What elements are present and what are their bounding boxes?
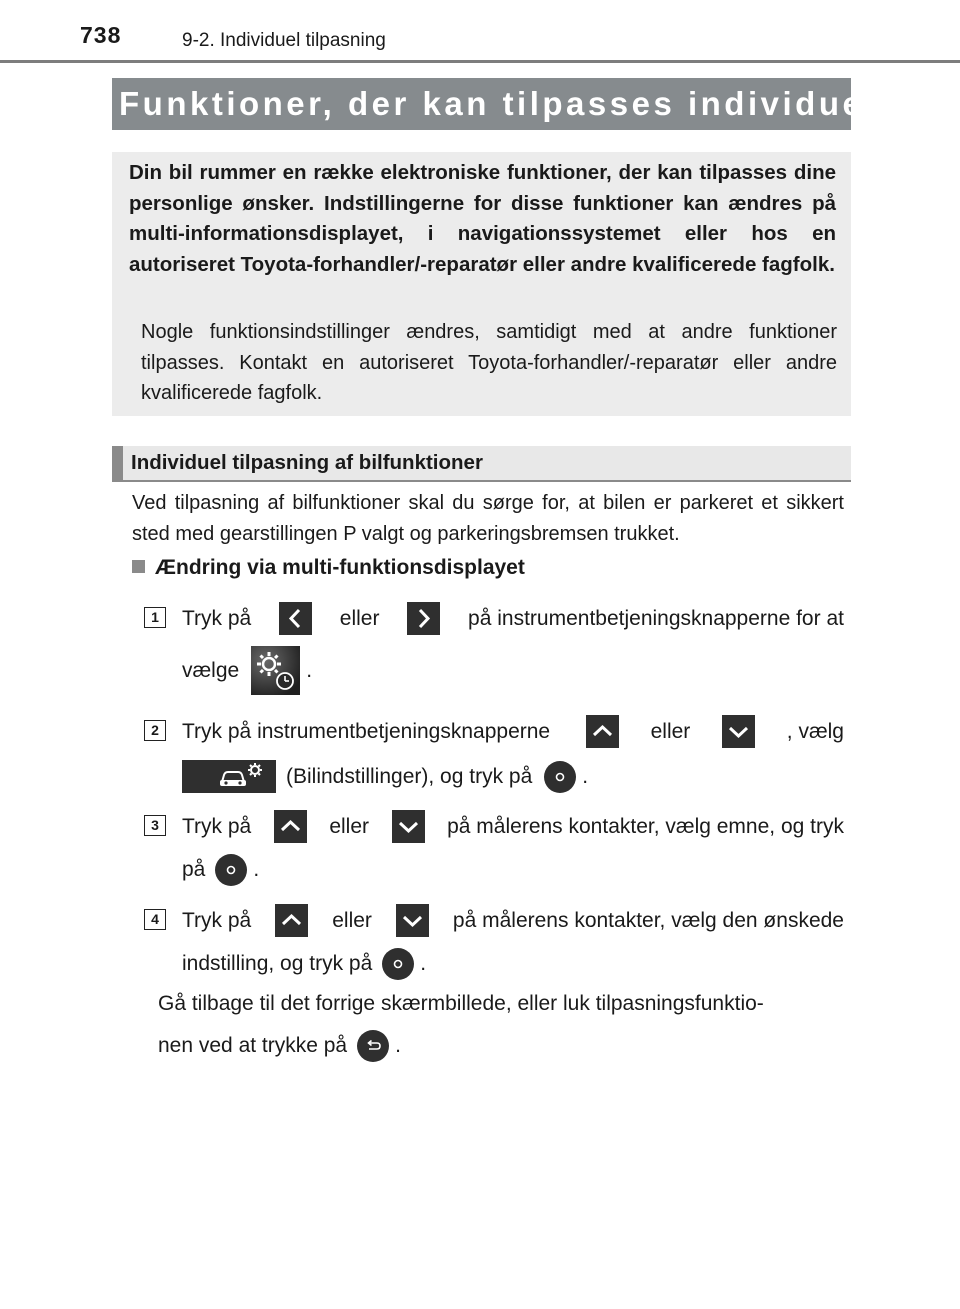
closing-line-1 <box>158 990 844 1018</box>
step-text: eller <box>650 719 691 743</box>
step-text: (Bilindstillinger), og tryk på <box>286 764 533 788</box>
step-text: . <box>582 764 589 788</box>
ok-button-icon <box>215 854 247 886</box>
step-text: . <box>306 658 313 682</box>
step-4-line-1 <box>182 904 844 937</box>
page-number: 738 <box>80 22 122 48</box>
intro-note: Nogle funktionsindstillinger ændres, samtidigt med at andre funktioner tilpasses. Kontakt en autoriseret Toyota-forhandler/-reparatør eller andre kvalificerede fagfolk. <box>141 321 837 404</box>
step-text: vælge <box>182 658 240 682</box>
step-2-line-2 <box>176 760 588 793</box>
page-title: Funktioner, der kan tilpasses individuelt <box>119 85 892 122</box>
step-text: . <box>253 858 260 881</box>
step-text: Tryk på <box>182 814 252 838</box>
down-arrow-icon <box>392 810 425 843</box>
right-arrow-icon <box>407 602 440 635</box>
step-2-line-1 <box>182 715 844 748</box>
header-rule <box>0 60 960 63</box>
title-bar <box>112 78 892 130</box>
back-button-icon <box>357 1030 389 1062</box>
down-arrow-icon <box>396 904 429 937</box>
subheading-bar <box>112 446 851 482</box>
step-text: . <box>420 952 427 975</box>
step-number-3: 3 <box>144 815 166 836</box>
intro-box <box>112 152 851 416</box>
step-text: Tryk på instrumentbetjeningsknapperne <box>182 719 551 743</box>
step-1-line-2 <box>182 646 312 695</box>
step-3-line-1 <box>182 810 844 843</box>
subheading: Individuel tilpasning af bilfunktioner <box>131 451 483 474</box>
car-settings-icon <box>182 760 276 793</box>
step-4-line-2 <box>182 948 426 980</box>
step-text: , vælg <box>786 719 844 743</box>
step-1-line-1 <box>182 602 844 635</box>
subheading-accent <box>112 446 123 480</box>
closing-text: Gå tilbage til det forrige skærmbillede, eller luk tilpasningsfunktio- <box>158 992 764 1015</box>
up-arrow-icon <box>586 715 619 748</box>
up-arrow-icon <box>274 810 307 843</box>
bullet-heading-text: Ændring via multi-funktionsdisplayet <box>155 556 525 579</box>
step-text: Tryk på <box>182 606 252 630</box>
closing-line-2 <box>158 1030 401 1062</box>
step-text: indstilling, og tryk på <box>182 952 373 975</box>
step-number-1: 1 <box>144 607 166 628</box>
step-text: på instrumentbetjeningsknapperne for at <box>468 606 844 630</box>
step-number-2: 2 <box>144 720 166 741</box>
section-label: 9-2. Individuel tilpasning <box>182 30 386 51</box>
closing-text: . <box>395 1034 401 1057</box>
closing-text: nen ved at trykke på <box>158 1034 348 1057</box>
intro-text: Din bil rummer en række elektroniske funktioner, der kan tilpasses dine personlige ønsker. Indstillingerne for disse funktioner kan ændres på multi-informationsdisplayet, i navigationssystemet eller hos en autoriseret Toyota-forhandler/-reparatør eller andre kvalificerede fagfolk. <box>129 161 836 276</box>
left-arrow-icon <box>279 602 312 635</box>
ok-button-icon <box>544 761 576 793</box>
ok-button-icon <box>382 948 414 980</box>
step-3-line-2 <box>182 854 259 886</box>
step-text: eller <box>339 606 380 630</box>
step-text: på målerens kontakter, vælg emne, og tryk <box>447 814 844 838</box>
step-text: på målerens kontakter, vælg den ønskede <box>452 908 844 932</box>
step-text: Tryk på <box>182 908 252 932</box>
safety-paragraph: Ved tilpasning af bilfunktioner skal du sørge for, at bilen er parkeret et sikkert sted med gearstillingen P valgt og parkeringsbremsen trukket. <box>132 492 844 545</box>
step-text: eller <box>332 908 372 932</box>
settings-display-icon <box>251 646 300 695</box>
step-text: på <box>182 858 206 881</box>
step-text: eller <box>329 814 370 838</box>
down-arrow-icon <box>722 715 755 748</box>
bullet-square-icon <box>132 560 145 573</box>
step-number-4: 4 <box>144 909 166 930</box>
bullet-heading <box>132 556 525 580</box>
up-arrow-icon <box>275 904 308 937</box>
